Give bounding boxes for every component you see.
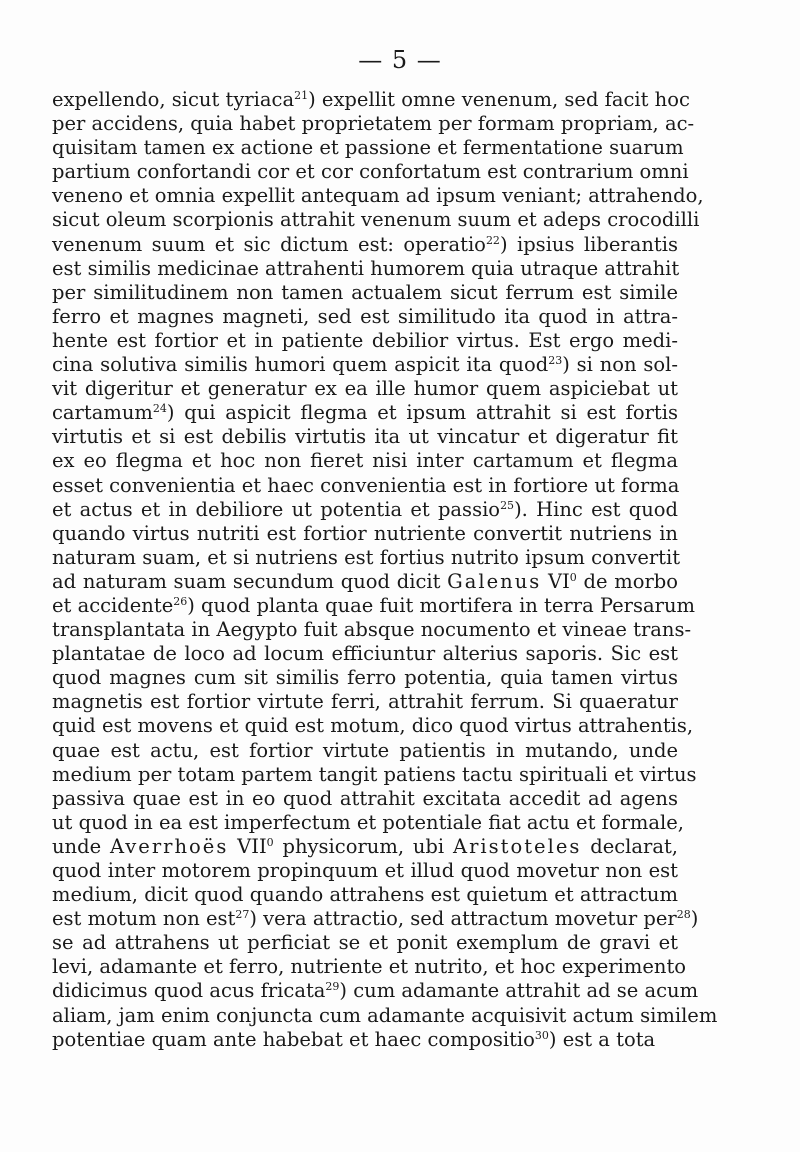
text-run: ) ipsius liberantis: [499, 232, 678, 256]
text-run: partium confortandi cor et cor confortatum est contrarium omni: [52, 160, 689, 184]
text-run: ferro et magnes magneti, sed est similitudo ita quod in attra-: [52, 304, 678, 328]
text-run: per similitudinem non tamen actualem sicut ferrum est simile: [52, 280, 678, 304]
text-line: [52, 329, 678, 353]
text-run: medium, dicit quod quando attrahens est quietum et attractum: [52, 883, 678, 907]
text-run: est motum non est: [52, 907, 236, 931]
text-run: et actus et in debiliore ut potentia et passio: [52, 497, 501, 521]
footnote-marker: 27: [235, 908, 250, 922]
footnote-marker: 0: [266, 835, 274, 849]
text-line: [52, 666, 678, 690]
text-line: [52, 618, 692, 642]
text-run: ut quod in ea est imperfectum et potentiale fiat actu et formale,: [52, 810, 684, 834]
footnote-marker: 21: [294, 89, 309, 102]
text-run: ): [690, 907, 699, 931]
text-line: [52, 474, 678, 498]
text-run: quisitam tamen ex actione et passione et fermentatione suarum: [52, 136, 684, 160]
text-line: [52, 907, 699, 931]
text-line: [52, 353, 678, 377]
text-line: [52, 184, 704, 208]
text-line: [52, 1028, 678, 1052]
text-run: hente est fortior et in patiente debilior virtus. Est ergo medi-: [52, 328, 678, 352]
footnote-marker: 25: [500, 498, 515, 512]
spaced-name: Averrhoës: [109, 834, 229, 858]
text-run: passiva quae est in eo quod attrahit excitata accedit ad agens: [52, 786, 678, 810]
spaced-name: Aristoteles: [452, 834, 582, 858]
text-line: [52, 377, 678, 401]
text-run: virtutis et si est debilis virtutis ita ut vincatur et digeratur fit: [52, 425, 678, 449]
text-run: ). Hinc est quod: [514, 497, 678, 521]
text-run: ) vera attractio, sed attractum movetur per: [249, 907, 677, 931]
text-run: magnetis est fortior virtute ferri, attrahit ferrum. Si quaeratur: [52, 690, 678, 714]
text-run: transplantata in Aegypto fuit absque nocumento et vineae trans-: [52, 618, 692, 642]
text-run: ) quod planta quae fuit mortifera in terra Persarum: [187, 593, 696, 617]
text-line: [52, 281, 678, 305]
text-run: et accidente: [52, 593, 174, 617]
text-line: [52, 160, 689, 184]
text-run: ) expellit omne venenum, sed facit hoc: [308, 88, 690, 111]
text-run: plantatae de loco ad locum efficiuntur alterius saporis. Sic est: [52, 642, 678, 666]
body-text: [52, 88, 718, 1052]
footnote-marker: 29: [325, 980, 340, 994]
text-line: [52, 257, 678, 281]
text-run: VII: [228, 834, 267, 858]
text-run: quid est movens et quid est motum, dico quod virtus attrahentis,: [52, 714, 694, 738]
text-run: ex eo flegma et hoc non fieret nisi inter cartamum et flegma: [52, 449, 678, 473]
text-line: [52, 208, 700, 232]
text-line: [52, 714, 694, 738]
footnote-marker: 28: [676, 908, 691, 922]
text-line: [52, 593, 696, 618]
text-run: vit digeritur et generatur ex ea ille humor quem aspiciebat ut: [52, 377, 678, 401]
text-line: [52, 88, 690, 112]
text-run: ) est a tota: [548, 1027, 656, 1051]
text-line: [52, 449, 678, 473]
text-run: potentiae quam ante habebat et haec compositio: [52, 1027, 535, 1051]
text-run: est similis medicinae attrahenti humorem quia utraque attrahit: [52, 256, 680, 280]
footnote-marker: 26: [173, 594, 188, 608]
text-run: expellendo, sicut tyriaca: [52, 88, 295, 111]
text-run: unde: [52, 834, 110, 858]
text-run: didicimus quod acus fricata: [52, 979, 326, 1003]
text-line: [52, 739, 678, 763]
text-run: venenum suum et sic dictum est: operatio: [52, 232, 486, 256]
text-line: [52, 570, 678, 594]
text-line: [52, 112, 695, 136]
text-line: [52, 955, 687, 979]
text-run: esset convenientia et haec convenientia est in fortiore ut forma: [52, 473, 680, 497]
text-run: ) si non sol-: [562, 353, 678, 377]
text-run: aliam, jam enim conjuncta cum adamante acquisivit actum similem: [52, 1003, 718, 1027]
text-line: [52, 522, 678, 546]
footnote-marker: 0: [569, 570, 577, 584]
text-line: [52, 136, 684, 160]
page-number: — 5 —: [358, 46, 442, 74]
text-run: ad naturam suam secundum quod dicit: [52, 569, 448, 593]
text-line: [52, 931, 678, 955]
text-line: [52, 642, 678, 666]
text-run: ) cum adamante attrahit ad se acum: [339, 979, 699, 1003]
text-line: [52, 979, 699, 1003]
text-line: [52, 859, 678, 883]
text-run: declarat,: [581, 834, 678, 858]
text-line: [52, 835, 678, 859]
text-run: quod magnes cum sit similis ferro potentia, quia tamen virtus: [52, 666, 678, 690]
footnote-marker: 23: [548, 354, 563, 368]
text-line: [52, 545, 681, 570]
text-run: quando virtus nutriti est fortior nutriente convertit nutriens in: [52, 521, 678, 545]
text-run: de morbo: [576, 569, 678, 593]
footnote-marker: 22: [485, 233, 500, 247]
text-line: [52, 498, 678, 522]
text-line: [52, 305, 678, 329]
spaced-name: Galenus: [447, 569, 542, 593]
text-line: [52, 810, 684, 835]
text-run: sicut oleum scorpionis attrahit venenum suum et adeps crocodilli: [52, 208, 700, 232]
text-run: VI: [541, 569, 570, 593]
text-run: cartamum: [52, 401, 153, 425]
footnote-marker: 24: [152, 402, 167, 416]
text-line: [52, 690, 678, 714]
text-run: quae est actu, est fortior virtute patientis in mutando, unde: [52, 738, 678, 762]
text-run: per accidens, quia habet proprietatem per formam propriam, ac-: [52, 112, 695, 136]
text-line: [52, 1003, 718, 1028]
text-run: medium per totam partem tangit patiens tactu spirituali et virtus: [52, 762, 697, 786]
text-run: cina solutiva similis humori quem aspicit ita quod: [52, 353, 549, 377]
text-run: ) qui aspicit flegma et ipsum attrahit si est fortis: [166, 401, 678, 425]
text-run: se ad attrahens ut perficiat se et ponit exemplum de gravi et: [52, 931, 678, 955]
text-line: [52, 425, 678, 449]
text-run: naturam suam, et si nutriens est fortius nutrito ipsum convertit: [52, 545, 681, 569]
text-run: veneno et omnia expellit antequam ad ipsum veniant; attrahendo,: [52, 184, 704, 208]
text-line: [52, 233, 678, 257]
footnote-marker: 30: [534, 1028, 549, 1042]
text-run: quod inter motorem propinquum et illud quod movetur non est: [52, 859, 678, 882]
text-line: [52, 762, 697, 787]
text-line: [52, 883, 678, 907]
text-run: levi, adamante et ferro, nutriente et nutrito, et hoc experimento: [52, 955, 687, 979]
text-line: [52, 401, 678, 425]
text-line: [52, 787, 678, 811]
text-run: physicorum, ubi: [273, 834, 453, 858]
